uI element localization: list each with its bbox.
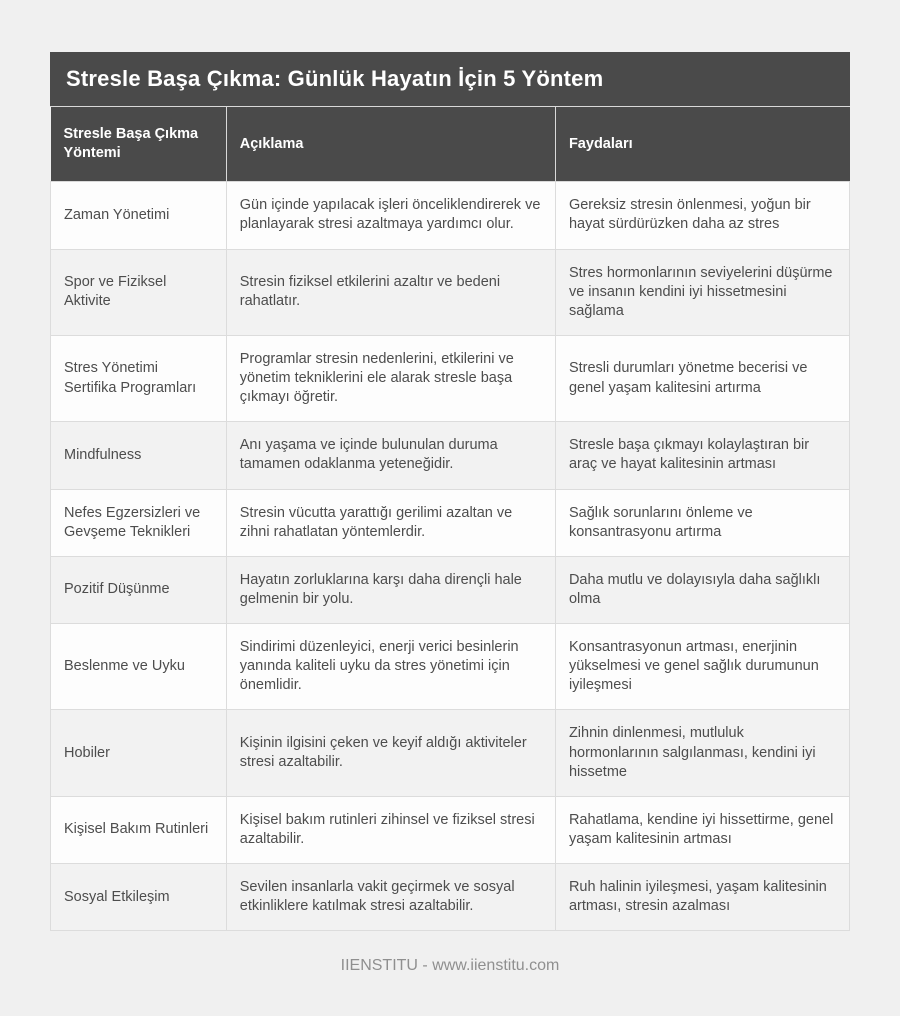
table-row	[51, 796, 850, 863]
description-cell: Sindirimi düzenleyici, enerji verici besinlerin yanında kaliteli uyku da stres yönetimi için önemlidir.	[226, 624, 555, 710]
method-cell: Mindfulness	[51, 422, 227, 489]
method-cell: Pozitif Düşünme	[51, 556, 227, 623]
method-cell: Nefes Egzersizleri ve Gevşeme Teknikleri	[51, 489, 227, 556]
benefits-cell: Stresle başa çıkmayı kolaylaştıran bir araç ve hayat kalitesinin artması	[555, 422, 849, 489]
table-row	[51, 422, 850, 489]
description-cell: Anı yaşama ve içinde bulunulan duruma tamamen odaklanma yeteneğidir.	[226, 422, 555, 489]
method-cell: Stres Yönetimi Sertifika Programları	[51, 335, 227, 421]
method-cell: Kişisel Bakım Rutinleri	[51, 796, 227, 863]
description-cell: Kişinin ilgisini çeken ve keyif aldığı aktiviteler stresi azaltabilir.	[226, 710, 555, 796]
column-header-method: Stresle Başa Çıkma Yöntemi	[51, 107, 227, 182]
description-cell: Programlar stresin nedenlerini, etkilerini ve yönetim tekniklerini ele alarak stresle başa çıkmayı öğretir.	[226, 335, 555, 421]
table-row	[51, 864, 850, 931]
description-cell: Stresin vücutta yarattığı gerilimi azaltan ve zihni rahatlatan yöntemlerdir.	[226, 489, 555, 556]
table-row	[51, 335, 850, 421]
description-cell: Hayatın zorluklarına karşı daha dirençli hale gelmenin bir yolu.	[226, 556, 555, 623]
table-row	[51, 489, 850, 556]
column-header-description: Açıklama	[226, 107, 555, 182]
description-cell: Kişisel bakım rutinleri zihinsel ve fiziksel stresi azaltabilir.	[226, 796, 555, 863]
stress-methods-table	[50, 107, 850, 931]
method-cell: Sosyal Etkileşim	[51, 864, 227, 931]
table-row	[51, 624, 850, 710]
benefits-cell: Rahatlama, kendine iyi hissettirme, genel yaşam kalitesinin artması	[555, 796, 849, 863]
table-row	[51, 556, 850, 623]
table-row	[51, 249, 850, 335]
description-cell: Gün içinde yapılacak işleri önceliklendirerek ve planlayarak stresi azaltmaya yardımcı olur.	[226, 182, 555, 249]
benefits-cell: Gereksiz stresin önlenmesi, yoğun bir hayat sürdürüzken daha az stres	[555, 182, 849, 249]
benefits-cell: Konsantrasyonun artması, enerjinin yükselmesi ve genel sağlık durumunun iyileşmesi	[555, 624, 849, 710]
table-row	[51, 182, 850, 249]
description-cell: Sevilen insanlarla vakit geçirmek ve sosyal etkinliklere katılmak stresi azaltabilir.	[226, 864, 555, 931]
method-cell: Zaman Yönetimi	[51, 182, 227, 249]
benefits-cell: Sağlık sorunlarını önleme ve konsantrasyonu artırma	[555, 489, 849, 556]
method-cell: Beslenme ve Uyku	[51, 624, 227, 710]
benefits-cell: Daha mutlu ve dolayısıyla daha sağlıklı olma	[555, 556, 849, 623]
table-row	[51, 710, 850, 796]
method-cell: Hobiler	[51, 710, 227, 796]
header-row	[51, 107, 850, 182]
description-cell: Stresin fiziksel etkilerini azaltır ve bedeni rahatlatır.	[226, 249, 555, 335]
page-title: Stresle Başa Çıkma: Günlük Hayatın İçin 5 Yöntem	[50, 52, 850, 107]
benefits-cell: Ruh halinin iyileşmesi, yaşam kalitesinin artması, stresin azalması	[555, 864, 849, 931]
footer-credit: IIENSTITU - www.iienstitu.com	[340, 957, 560, 975]
benefits-cell: Stresli durumları yönetme becerisi ve genel yaşam kalitesini artırma	[555, 335, 849, 421]
benefits-cell: Stres hormonlarının seviyelerini düşürme ve insanın kendini iyi hissetmesini sağlama	[555, 249, 849, 335]
method-cell: Spor ve Fiziksel Aktivite	[51, 249, 227, 335]
stress-table-card	[50, 52, 850, 931]
benefits-cell: Zihnin dinlenmesi, mutluluk hormonlarının salgılanması, kendini iyi hissetme	[555, 710, 849, 796]
column-header-benefits: Faydaları	[555, 107, 849, 182]
